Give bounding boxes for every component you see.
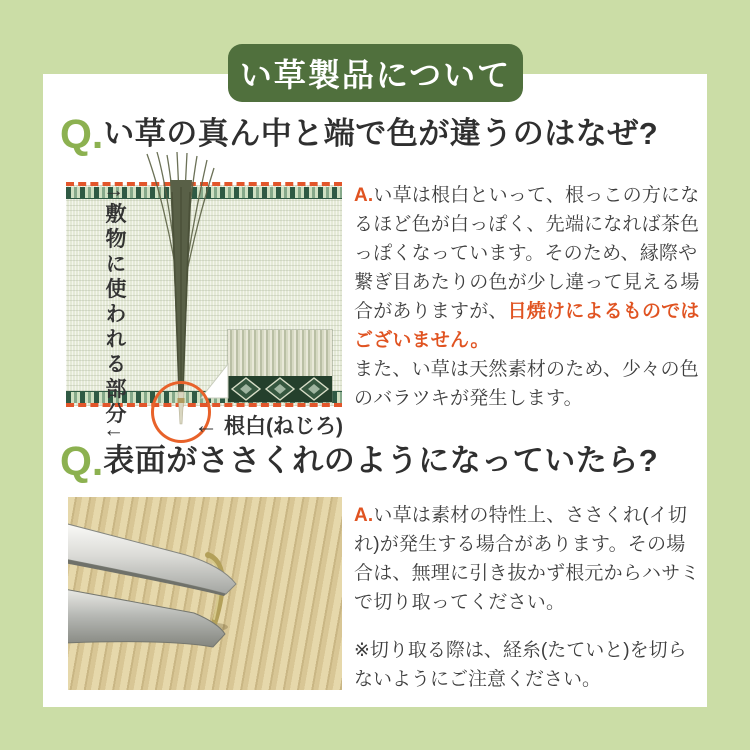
question1-q-mark: Q.: [60, 111, 104, 157]
nejiro-label-text: 根白(ねじろ): [224, 415, 343, 438]
answer2-a-mark: A.: [354, 505, 374, 526]
inset-heri-diamond-band: [228, 376, 332, 402]
down-arrow-icon: ↓: [103, 427, 126, 442]
caution-note: [354, 636, 701, 694]
section-title: い草製品について: [239, 57, 512, 93]
answer2-text: い草は素材の特性上、ささくれ(イ切れ)が発生する場合があります。その場合は、無理に引き抜かず根元からハサミで切り取ってください。: [354, 505, 700, 613]
answer1-a-mark: A.: [354, 185, 374, 206]
answer1-text-part1: い草は根白といって、根っこの方になるほど色が白っぽく、先端になれば茶色っぽくなっています。そのため、縁際や繋ぎ目あたりの色が少し違って見える場合がありますが、: [354, 185, 700, 322]
nejiro-pointer-label: [194, 410, 343, 440]
tatami-edge-inset-photo: [228, 330, 332, 402]
answer1-paragraph: [354, 181, 701, 413]
used-part-label-text: 敷物に使われる部分: [103, 202, 126, 428]
section-title-badge: [228, 44, 523, 102]
tatami-root-diagram: [66, 160, 342, 440]
caution-note-text: ※切り取る際は、経糸(たていと)を切らないようにご注意ください。: [354, 640, 687, 690]
question1-heading: [60, 108, 659, 157]
question2-q-mark: Q.: [60, 438, 104, 484]
up-arrow-icon: ↑: [103, 188, 126, 203]
answer1-emphasis: 日焼けによるものではございません。: [354, 301, 700, 351]
question2-text: 表面がささくれのようになっていたら?: [103, 443, 659, 478]
answer1-text-part2: また、い草は天然素材のため、少々の色のバラツキが発生します。: [354, 359, 699, 409]
question1-text: い草の真ん中と端で色が違うのはなぜ?: [103, 116, 659, 151]
answer2-paragraph: [354, 501, 701, 617]
inset-rush-weave: [228, 330, 332, 376]
question2-heading: [60, 435, 659, 484]
scissors-trimming-photo: [68, 497, 342, 690]
left-arrow-icon: ←: [194, 412, 218, 439]
scissors-icon: [68, 497, 342, 690]
